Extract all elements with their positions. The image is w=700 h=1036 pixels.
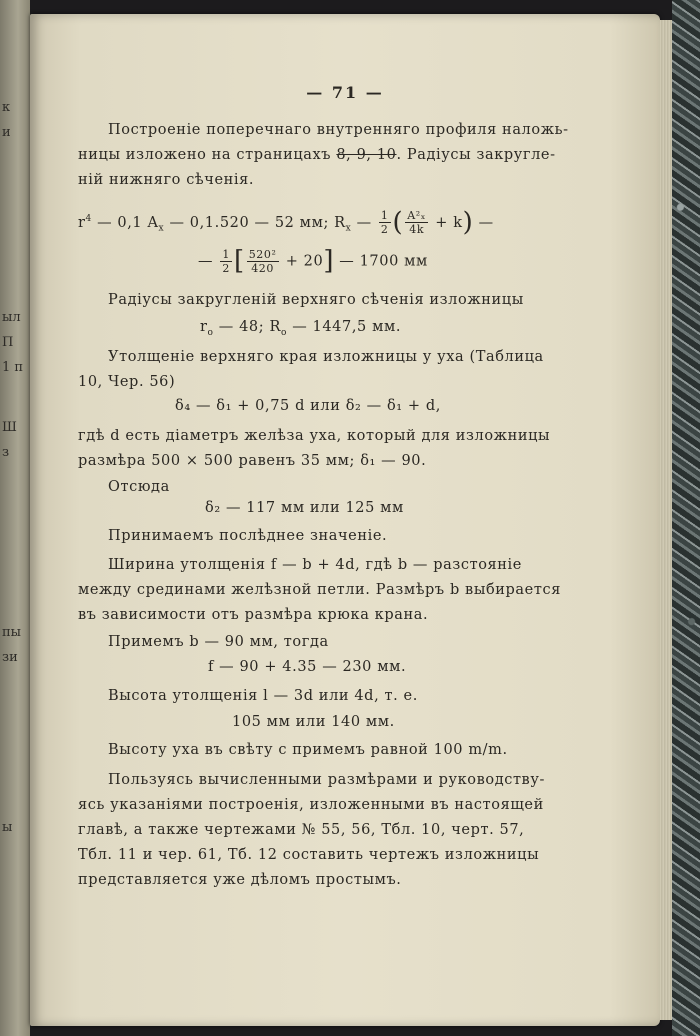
para3-line2: 10, Чер. 56) (78, 374, 176, 390)
margin-fragment: и (2, 125, 11, 140)
para1-line2: ницы изложено на страницахъ 8, 9, 10. Радіусы закругле- (78, 147, 556, 163)
margin-fragment: к (2, 100, 11, 115)
para4-line1: гдѣ d есть діаметръ желѣза уха, который для изложницы (78, 428, 551, 444)
margin-fragment: пы (2, 625, 22, 640)
ear-height: Высоту уха въ свѣту с примемъ равной 100 m/m. (108, 742, 508, 758)
formula-r-upper: $r_o$ — 48; $R_o$ — 1447,5 мм. (200, 319, 402, 338)
para3-line1: Утолщеніе верхняго края изложницы у уха (Таблица (108, 349, 544, 365)
marbled-cover (672, 0, 700, 1036)
left-page-edge (0, 0, 30, 1036)
para6-line1: Пользуясь вычисленными размѣрами и руководству- (108, 772, 545, 788)
page-number: — 71 — (306, 83, 384, 102)
formula-height-values: 105 мм или 140 мм. (232, 714, 395, 730)
formula-delta2: δ₂ — 117 мм или 125 мм (205, 500, 404, 516)
formula-r-lower: $r^4$ — 0,1 $A_x$ — 0,1.520 — 52 мм; $R_x$ — $\frac{1}{2}$ ( $\frac{\text{A²ₓ}}{4k}$ + k) — (78, 207, 494, 238)
para2: Радіусы закругленій верхняго сѣченія изложницы (108, 292, 524, 308)
para6-line3: главѣ, а также чертежами № 55, 56, Тбл. 10, черт. 57, (78, 822, 525, 838)
para6-line2: ясь указаніями построенія, изложенными въ настоящей (78, 797, 544, 813)
assume-b: Примемъ b — 90 мм, тогда (108, 634, 329, 650)
struck-page-refs: 8, 9, 10 (336, 147, 397, 163)
accept-last-value: Принимаемъ послѣднее значеніе. (108, 528, 388, 544)
para6-line4: Тбл. 11 и чер. 61, Тб. 12 составить чертежъ изложницы (78, 847, 540, 863)
margin-fragment: з (2, 445, 10, 460)
para1-line3: ній нижняго сѣченія. (78, 172, 255, 188)
margin-fragment: ы (2, 820, 13, 835)
otsyuda: Отсюда (108, 479, 170, 495)
para6-line5: представляется уже дѣломъ простымъ. (78, 872, 402, 888)
formula-R-lower: — $\frac{1}{2}$ [ $\frac{\text{520²}}{420}$ + 20] — 1700 мм (198, 246, 428, 276)
margin-fragment: зи (2, 650, 18, 665)
margin-fragment: ыл (2, 310, 21, 325)
para1-line1: Построеніе поперечнаго внутренняго профиля наложь- (108, 122, 569, 138)
page-stack-edge (660, 20, 672, 1020)
margin-fragment: П (2, 335, 14, 350)
formula-width-f: f — 90 + 4.35 — 230 мм. (208, 659, 407, 675)
margin-fragment: Ш (2, 420, 17, 435)
para5-line1: Ширина утолщенія f — b + 4d, гдѣ b — разстояніе (108, 557, 522, 573)
para4-line2: размѣра 500 × 500 равенъ 35 мм; δ₁ — 90. (78, 453, 427, 469)
para5-line2: между срединами желѣзной петли. Размѣръ b выбирается (78, 582, 561, 598)
margin-fragment: 1 п (2, 360, 24, 375)
formula-thickening: δ₄ — δ₁ + 0,75 d или δ₂ — δ₁ + d, (175, 398, 441, 414)
para5-line3: въ зависимости отъ размѣра крюка крана. (78, 607, 429, 623)
height-thickening: Высота утолщенія l — 3d или 4d, т. е. (108, 688, 418, 704)
